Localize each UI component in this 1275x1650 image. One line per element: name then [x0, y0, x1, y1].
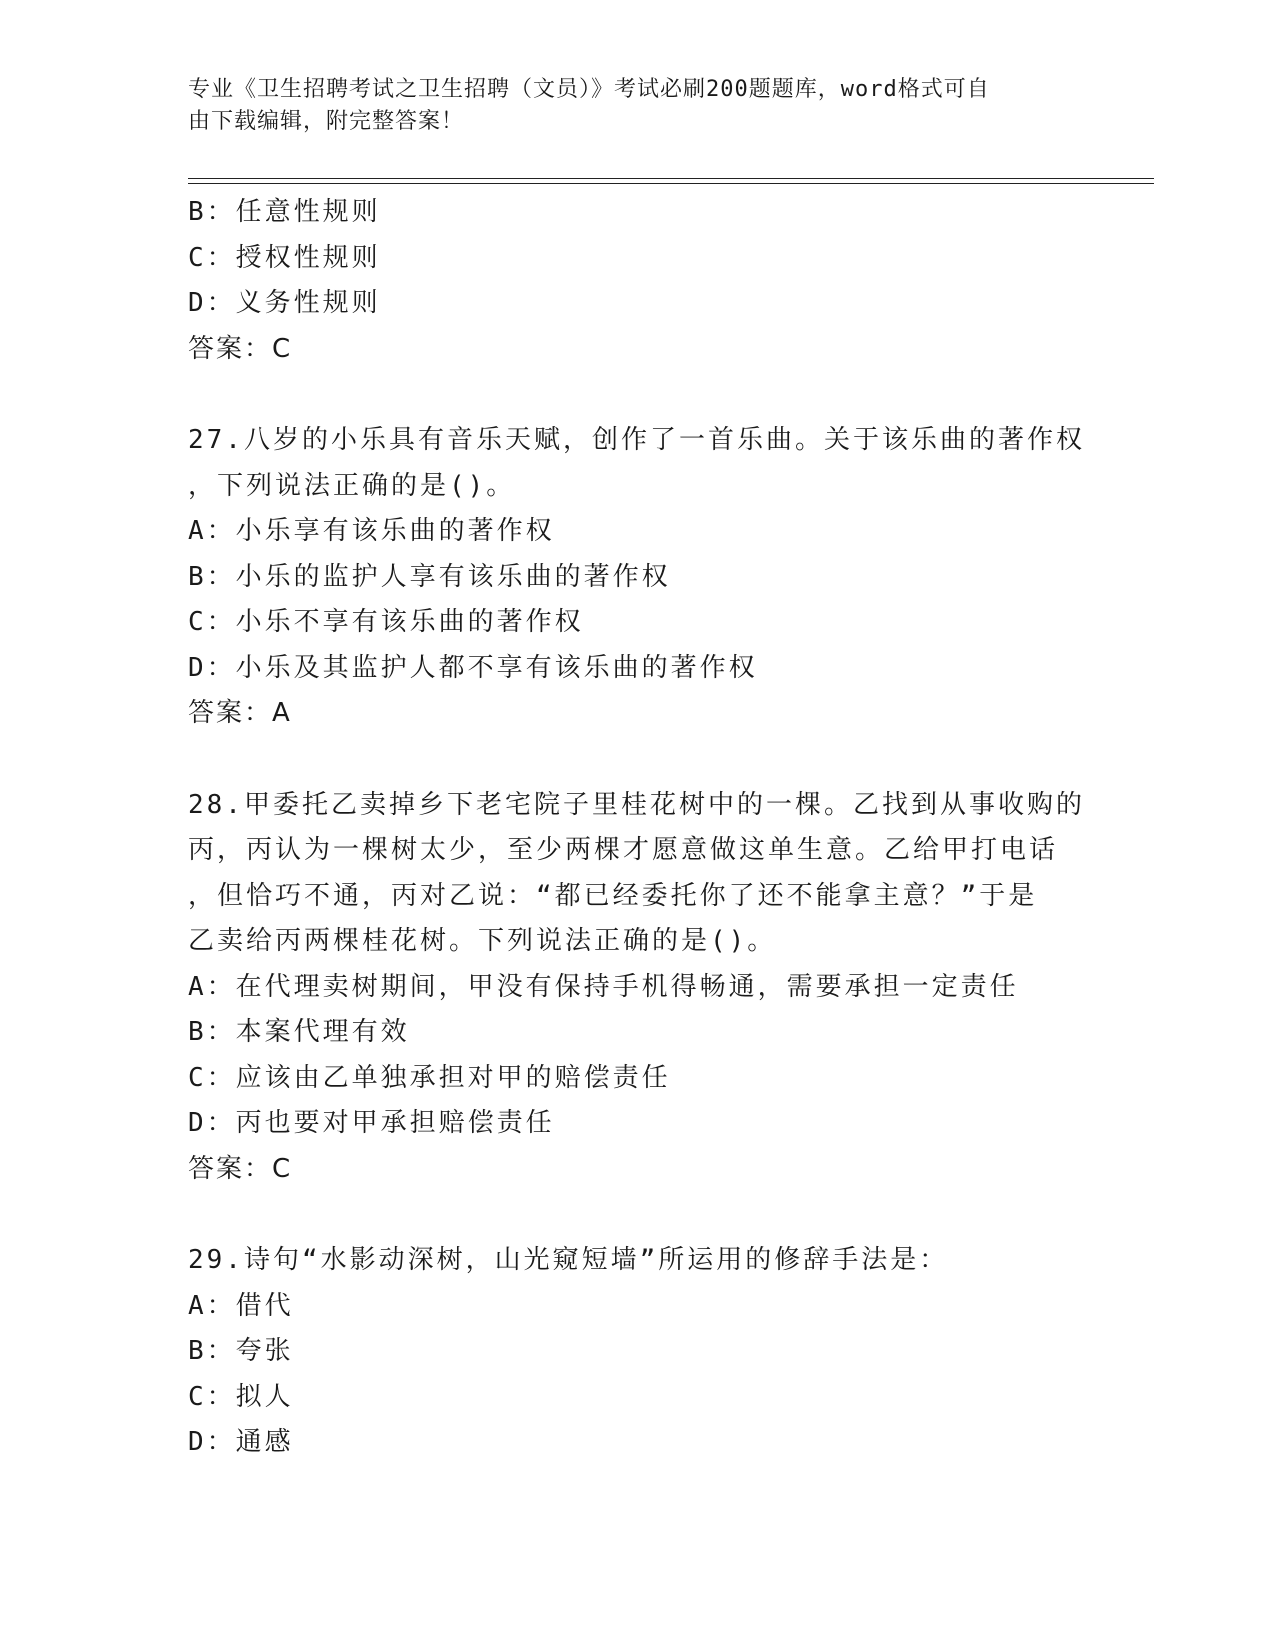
- question-list: [188, 190, 1088, 1466]
- option-a: A：借代: [188, 1290, 294, 1321]
- option-d: D：义务性规则: [188, 288, 381, 318]
- option-d: D：通感: [188, 1427, 294, 1457]
- option-d: D：小乐及其监护人都不享有该乐曲的著作权: [188, 652, 758, 683]
- question-29: [188, 1238, 1088, 1466]
- header-divider-top: [188, 178, 1154, 179]
- answer-line: 答案：C: [188, 1153, 293, 1184]
- question-stem: 29.诗句“水影动深树，山光窥短墙”所运用的修辞手法是：: [188, 1245, 949, 1275]
- answer-line: 答案：A: [188, 698, 292, 728]
- question-stem-cont: ，下列说法正确的是()。: [188, 470, 516, 501]
- header-line-1: 专业《卫生招聘考试之卫生招聘（文员）》考试必刷200题题库，word格式可自: [188, 77, 990, 102]
- option-b: B：小乐的监护人享有该乐曲的著作权: [188, 561, 671, 592]
- header-line-2: 由下载编辑，附完整答案！: [188, 109, 465, 134]
- option-d: D：丙也要对甲承担赔偿责任: [188, 1108, 555, 1138]
- question-stem: 28.甲委托乙卖掉乡下老宅院子里桂花树中的一棵。乙找到从事收购的: [188, 789, 1085, 820]
- option-c: C：应该由乙单独承担对甲的赔偿责任: [188, 1062, 671, 1093]
- option-b: B：夸张: [188, 1336, 294, 1366]
- question-stem-cont: 乙卖给丙两棵桂花树。下列说法正确的是()。: [188, 926, 777, 956]
- answer-line: 答案：C: [188, 333, 293, 364]
- question-26-tail: [188, 190, 1088, 372]
- question-28: [188, 783, 1088, 1193]
- header-divider-bottom: [188, 183, 1154, 184]
- option-c: C：小乐不享有该乐曲的著作权: [188, 607, 584, 637]
- option-a: A：小乐享有该乐曲的著作权: [188, 516, 555, 546]
- option-c: C：授权性规则: [188, 242, 381, 273]
- option-b: B：任意性规则: [188, 197, 381, 227]
- option-b: B：本案代理有效: [188, 1017, 410, 1047]
- question-stem-cont: ，但恰巧不通，丙对乙说：“都已经委托你了还不能拿主意？”于是: [188, 880, 1038, 911]
- question-27: [188, 418, 1088, 737]
- question-stem-cont: 丙，丙认为一棵树太少，至少两棵才愿意做这单生意。乙给甲打电话: [188, 835, 1059, 865]
- option-c: C：拟人: [188, 1381, 294, 1412]
- question-stem: 27.八岁的小乐具有音乐天赋，创作了一首乐曲。关于该乐曲的著作权: [188, 425, 1085, 455]
- option-a: A：在代理卖树期间，甲没有保持手机得畅通，需要承担一定责任: [188, 971, 1019, 1002]
- document-header: [188, 74, 1068, 138]
